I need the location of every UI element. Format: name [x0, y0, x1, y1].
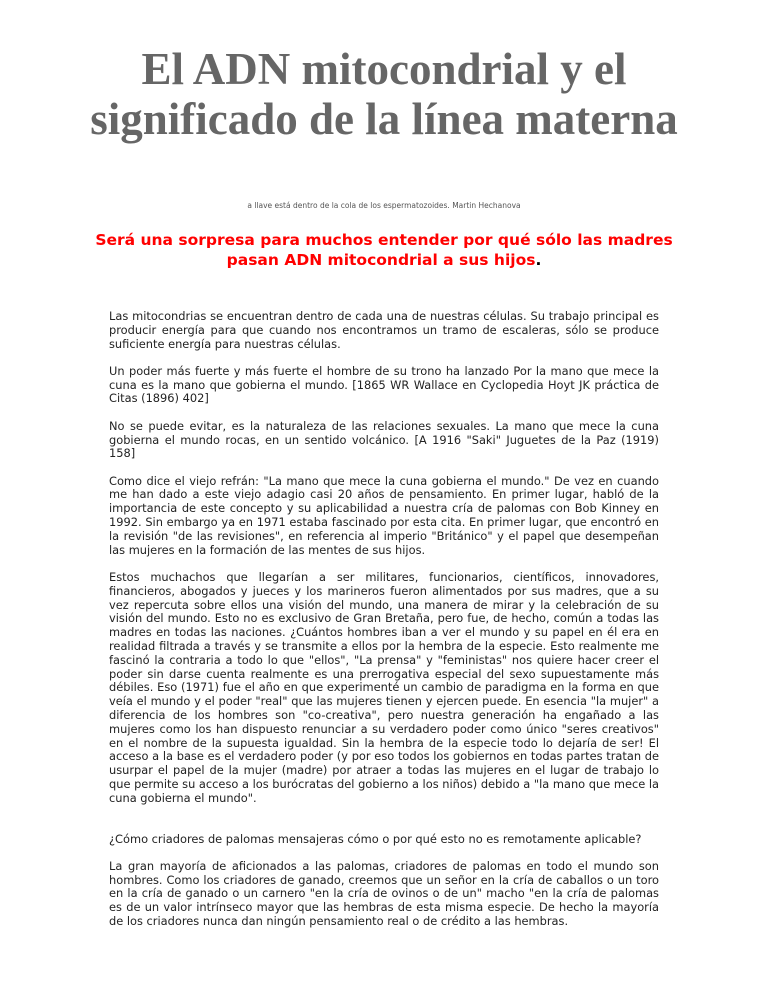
article-title: El ADN mitocondrial y el significado de la línea materna [90, 44, 678, 144]
paragraph: Estos muchachos que llegarían a ser militares, funcionarios, científicos, innovadores, financieros, abogados y jueces y los marineros fueron alimentados por sus madres, que a su vez repercuta sobre ellos una visión del mundo, una manera de mirar y la celebración de su visión del mundo. Esto no es exclusivo de Gran Bretaña, pero fue, de hecho, común a todas las madres en todas las naciones. ¿Cuántos hombres iban a ver el mundo y su papel en él era en realidad filtrada a través y se transmite a ellos por la hembra de la especie. Esto realmente me fascinó la contraria a todo lo que "ellos", "La prensa" y "feministas" nos quiere hacer creer el poder sin darse cuenta realmente es una prerrogativa especial del sexo supuestamente más débiles. Eso (1971) fue el año en que experimenté un cambio de paradigma en la forma en que veía el mundo y el poder "real" que las mujeres tienen y ejercen puede. En esencia "la mujer" a diferencia de los hombres son "co-creativa", pero nuestra generación ha engañado a las mujeres como los han dispuesto renunciar a su verdadero poder como único "seres creativos" en el nombre de la supuesta igualdad. Sin la hembra de la especie todo lo dejaría de ser! El acceso a la base es el verdadero poder (y por eso todos los gobiernos en todas partes tratan de usurpar el papel de la mujer (madre) por atraer a todas las mujeres en el lugar de trabajo lo que permite su acceso a los burócratas del gobierno a los niños) debido a "la mano que mece la cuna gobierna el mundo". [109, 569, 659, 805]
article-lead [80, 230, 688, 270]
paragraph: La gran mayoría de aficionados a las palomas, criadores de palomas en todo el mundo son hombres. Como los criadores de ganado, creemos que un señor en la cría de caballos o un toro en la cría de ganado o un carnero "en la cría de ovinos o de un" macho "en la cría de palomas es de un valor intrínseco mayor que las hembras de esta misma especie. De hecho la mayoría de los criadores nunca dan ningún pensamiento real o de crédito a las hembras. [109, 858, 659, 928]
lead-text: Será una sorpresa para muchos entender por qué sólo las madres pasan ADN mitocondrial a sus hijos [95, 231, 673, 269]
article-body [109, 310, 659, 942]
paragraph: Un poder más fuerte y más fuerte el hombre de su trono ha lanzado Por la mano que mece la cuna es la mano que gobierna el mundo. [1865 WR Wallace en Cyclopedia Hoyt JK práctica de Citas (1896) 402] [109, 363, 659, 406]
paragraph-question: ¿Cómo criadores de palomas mensajeras cómo o por qué esto no es remotamente aplicable? [109, 831, 642, 846]
paragraph: No se puede evitar, es la naturaleza de las relaciones sexuales. La mano que mece la cuna gobierna el mundo rocas, en un sentido volcánico. [A 1916 "Saki" Juguetes de la Paz (1919) 158] [109, 418, 659, 461]
lead-period: . [535, 251, 542, 269]
paragraph: Las mitocondrias se encuentran dentro de cada una de nuestras células. Su trabajo principal es producir energía para que cuando nos encontramos un tramo de escaleras, sólo se produce suficiente energía para nuestras células. [109, 309, 659, 351]
paragraph: Como dice el viejo refrán: "La mano que mece la cuna gobierna el mundo." De vez en cuando me han dado a este viejo adagio casi 20 años de pensamiento. En primer lugar, habló de la importancia de este concepto y su aplicabilidad a nuestra cría de palomas con Bob Kinney en 1992. Sin embargo ya en 1971 estaba fascinado por esta cita. En primer lugar, que encontró en la revisión "de las revisiones", en referencia al imperio "Británico" y el papel que desempeñan las mujeres en la formación de las mentes de sus hijos. [109, 473, 659, 557]
article-subtitle: a llave está dentro de la cola de los espermatozoides. Martin Hechanova [247, 201, 521, 210]
